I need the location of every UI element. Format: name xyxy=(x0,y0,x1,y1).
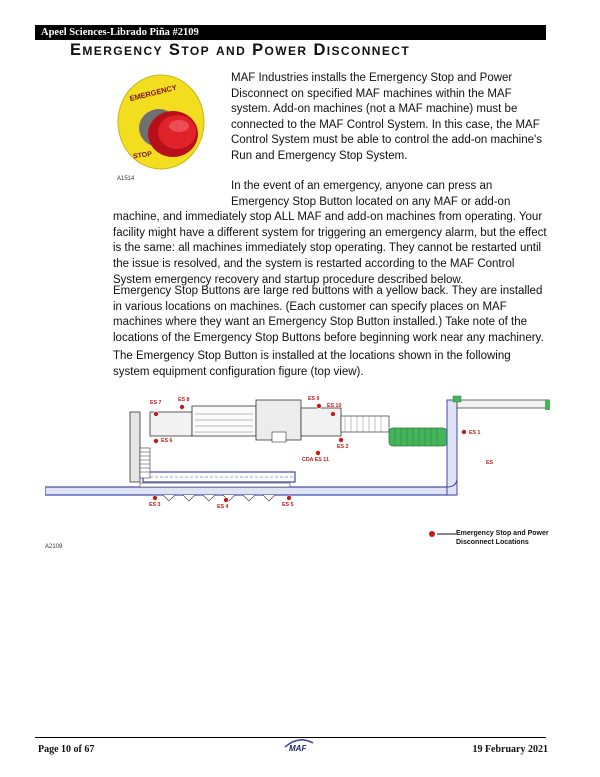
es-label-4: ES 4 xyxy=(217,504,229,510)
photo-label: A1514 xyxy=(117,176,135,182)
es-marker-7 xyxy=(154,412,159,417)
paragraph-intro: MAF Industries installs the Emergency Stop and Power Disconnect on specified MAF machines within the MAF system. Add-on machines (not a MAF machine) must be connected to the MAF Control System. In this case, the MAF Control System must be able to control the add-on machine's Run and Emergency Stop System. xyxy=(231,72,542,162)
es-label-1: ES 1 xyxy=(469,430,481,436)
diagram-figure-label: A2109 xyxy=(45,544,63,550)
es-marker-4 xyxy=(224,498,229,503)
legend-text xyxy=(456,529,549,547)
es-label-9: ES 9 xyxy=(308,396,320,402)
es-label-8: ES 8 xyxy=(178,397,190,403)
footer-date: 19 February 2021 xyxy=(472,744,548,755)
es-marker-8 xyxy=(180,405,185,410)
green-washer xyxy=(389,428,447,446)
es-label-5: ES 5 xyxy=(282,502,294,508)
es-label-10: ES 10 xyxy=(327,403,342,409)
right-vertical-conveyor xyxy=(447,400,457,495)
lower-conveyor-rail xyxy=(140,483,290,487)
upper-unit-middle xyxy=(192,406,256,436)
footer-page-number: Page 10 of 67 xyxy=(38,744,95,755)
equipment-configuration-diagram xyxy=(45,390,550,515)
legend-marker-icon xyxy=(428,530,458,538)
es-label-extra: ES xyxy=(486,460,494,466)
es-marker-6 xyxy=(154,439,159,444)
header-title: Apeel Sciences-Librado Piña #2109 xyxy=(41,27,199,38)
photo-wrap-spacer xyxy=(113,179,231,210)
emergency-stop-button-photo xyxy=(113,70,209,176)
lower-conveyor xyxy=(45,487,455,495)
es-marker-2 xyxy=(339,438,344,443)
es-marker-11 xyxy=(316,451,321,456)
paragraph-emergency xyxy=(113,179,550,288)
paragraph-emergency-text: In the event of an emergency, anyone can press an Emergency Stop Button located on any MAF or add-on machine, and immediately stop ALL MAF and add-on machines from operating. Your facility might have a different system for triggering an emergency alarm, but the effect is the same: all machines immediately stop operating. They cannot be restarted until the issue is resolved, and the system is restarted according to the MAF Control System emergency recovery and startup procedure described below. xyxy=(113,180,547,286)
section-title: Emergency Stop and Power Disconnect xyxy=(70,41,411,59)
es-label-3: ES 3 xyxy=(149,502,161,508)
es-marker-9 xyxy=(317,404,322,409)
es-marker-3 xyxy=(153,496,158,501)
left-vertical-unit xyxy=(130,412,140,482)
es-label-6: ES 6 xyxy=(161,438,173,444)
es-marker-10 xyxy=(331,412,336,417)
legend-line-2: Disconnect Locations xyxy=(456,539,529,546)
right-top-conveyor xyxy=(457,400,550,408)
es-label-11: CDA ES 11 xyxy=(302,457,329,463)
washer-inlet-conveyor xyxy=(341,416,389,432)
lower-conveyor-supports xyxy=(163,495,275,501)
es-label-2: ES 2 xyxy=(337,444,349,450)
legend-line-1: Emergency Stop and Power xyxy=(456,530,549,537)
es-marker-5 xyxy=(287,496,292,501)
paragraph-buttons: Emergency Stop Buttons are large red buttons with a yellow back. They are installed in various locations on machines. (Each customer can specify places on MAF machines where they want an Emergency Stop Button installed.) Take note of the locations of the Emergency Stop Buttons before beginning work near any machinery. xyxy=(113,285,544,344)
maf-logo xyxy=(283,737,315,753)
es-label-7: ES 7 xyxy=(150,400,162,406)
paragraph-figure-intro: The Emergency Stop Button is installed at the locations shown in the following system equipment configuration figure (top view). xyxy=(113,350,511,378)
header-bar xyxy=(35,25,546,40)
photo-badge-text: EMERGENCY xyxy=(128,82,178,104)
es-marker-1 xyxy=(462,430,467,435)
maf-logo-text: MAF xyxy=(289,744,307,753)
photo-badge-text-bottom: STOP xyxy=(132,150,153,161)
